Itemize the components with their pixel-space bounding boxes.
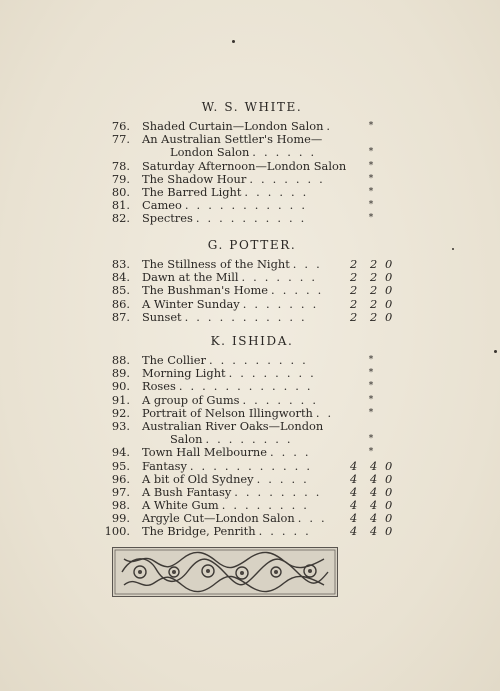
entry-number: 95. xyxy=(111,458,130,473)
asterisk-mark: * xyxy=(368,381,374,392)
entry-number: 90. xyxy=(111,379,130,394)
paper-speck xyxy=(232,40,235,43)
price-value: 0 xyxy=(385,296,393,311)
entry-title-text: Roses xyxy=(142,379,176,394)
entry-number: 81. xyxy=(111,198,130,213)
entry-title-text: The Stillness of the Night xyxy=(142,257,290,271)
entry-title-text: Portrait of Nelson Illingworth xyxy=(142,405,313,420)
dot-leader: . . . . . . . xyxy=(249,171,325,186)
dot-leader: . . . . . . xyxy=(244,184,309,199)
entry-number: 84. xyxy=(111,270,130,285)
dot-leader: . . . . . . . . . . . xyxy=(184,309,307,324)
catalogue-entry xyxy=(104,525,400,538)
price-value: 4 xyxy=(370,484,378,499)
entry-title-text: Shaded Curtain—London Salon xyxy=(142,119,324,133)
entry-number: 85. xyxy=(111,283,130,298)
entry-number: 98. xyxy=(111,498,130,513)
asterisk-mark: * xyxy=(368,434,374,445)
dot-leader: . . . xyxy=(297,511,327,526)
price-value: 4 xyxy=(350,458,358,473)
entry-title-text: London Salon xyxy=(170,145,250,160)
entry-title-text: The Bushman's Home xyxy=(142,283,269,298)
dot-leader: . . . . . . . xyxy=(242,296,319,311)
price-value: 4 xyxy=(370,524,378,539)
price-value: 2 xyxy=(350,309,358,324)
entry-number: 89. xyxy=(111,366,130,381)
price-value: 2 xyxy=(350,296,358,311)
entry-title-text: Fantasy xyxy=(142,458,187,473)
asterisk-mark: * xyxy=(368,355,374,365)
dot-leader: . . . . . . xyxy=(252,145,317,160)
entry-title xyxy=(142,311,307,324)
asterisk-mark: * xyxy=(368,368,374,379)
dot-leader: . . . . . . . xyxy=(242,392,319,407)
entry-number: 79. xyxy=(111,171,130,186)
price-value: 0 xyxy=(385,458,393,473)
price-value: 4 xyxy=(370,511,378,526)
entry-number: 80. xyxy=(111,184,130,199)
asterisk-mark: * xyxy=(368,394,374,405)
paper-speck xyxy=(494,350,497,353)
price-value: 0 xyxy=(385,471,393,486)
entry-title-text: The Barred Light xyxy=(142,184,242,199)
entry-title-text: Dawn at the Mill xyxy=(142,270,239,285)
section-heading: K. ISHIDA. xyxy=(210,334,294,348)
asterisk-mark: * xyxy=(368,447,374,458)
price-value: 0 xyxy=(385,484,393,499)
price-value: 2 xyxy=(370,257,378,271)
catalogue-entry xyxy=(104,212,400,225)
dot-leader: . . . . . xyxy=(256,471,309,486)
entry-title-text: A Winter Sunday xyxy=(142,296,240,311)
section-g-potter xyxy=(104,238,400,324)
dot-leader: . . . . . xyxy=(271,283,324,298)
price-value: 2 xyxy=(350,283,358,298)
entry-title-text: Salon xyxy=(170,432,203,447)
dot-leader: . . xyxy=(315,405,334,420)
entry-number: 77. xyxy=(111,132,130,147)
entry-title-text: A group of Gums xyxy=(142,392,240,407)
asterisk-mark: * xyxy=(368,147,374,158)
entry-title-text: Sunset xyxy=(142,309,182,324)
catalogue-entry xyxy=(104,311,400,324)
entry-number: 96. xyxy=(111,471,130,486)
price-value: 2 xyxy=(350,257,358,271)
entry-title-text: Cameo xyxy=(142,198,182,213)
dot-leader: . xyxy=(326,119,333,133)
entry-title-text: The Bridge, Penrith xyxy=(142,524,256,539)
dot-leader: . . . . . . . xyxy=(241,270,318,285)
price-value: 4 xyxy=(350,471,358,486)
entry-number: 78. xyxy=(111,158,130,173)
entry-number: 86. xyxy=(111,296,130,311)
price-value: 2 xyxy=(370,270,378,285)
entry-title-text: Argyle Cut—London Salon xyxy=(142,511,295,526)
dot-leader: . . . . xyxy=(269,445,311,460)
dot-leader: . . . . . . . . . . . . xyxy=(178,379,313,394)
entry-number: 88. xyxy=(111,353,130,367)
dot-leader: . . . . . . . . . . . xyxy=(184,198,308,213)
entry-title-text: Saturday Afternoon—London Salon xyxy=(142,158,347,173)
entry-number: 99. xyxy=(111,511,130,526)
asterisk-mark: * xyxy=(368,200,374,211)
price-value: 4 xyxy=(370,498,378,513)
price-value: 2 xyxy=(370,309,378,324)
entry-number: 87. xyxy=(111,309,130,324)
entry-number: 97. xyxy=(111,484,130,499)
dot-leader: . . . . . . . . xyxy=(228,366,316,381)
asterisk-mark: * xyxy=(368,407,374,418)
entry-title-text: A White Gum xyxy=(142,498,219,513)
entry-title-text: An Australian Settler's Home— xyxy=(142,132,323,147)
entry-title-text: Town Hall Melbourne xyxy=(142,445,267,460)
dot-leader: . . . . . . . . . . xyxy=(195,211,307,226)
section-heading: G. POTTER. xyxy=(207,238,297,252)
price-value: 2 xyxy=(370,296,378,311)
asterisk-mark: * xyxy=(368,186,374,197)
dot-leader: . . . xyxy=(292,257,322,271)
price-value: 0 xyxy=(385,257,393,271)
entry-title xyxy=(142,212,306,225)
entry-title-text: The Shadow Hour xyxy=(142,171,247,186)
price-value: 0 xyxy=(385,309,393,324)
entry-title-text: The Collier xyxy=(142,353,206,367)
dot-leader: . . . . . . . . . xyxy=(208,353,308,367)
entry-number: 91. xyxy=(111,392,130,407)
entry-number: 76. xyxy=(111,119,130,133)
price-value: 4 xyxy=(350,524,358,539)
entry-number: 82. xyxy=(111,211,130,226)
decorative-ornament-panel xyxy=(112,547,338,597)
price-value: 0 xyxy=(385,498,393,513)
price-value: 2 xyxy=(370,283,378,298)
asterisk-mark: * xyxy=(368,173,374,184)
price-value: 4 xyxy=(350,511,358,526)
asterisk-mark: * xyxy=(368,213,374,224)
price-value: 0 xyxy=(385,283,393,298)
entry-title-text: Australian River Oaks—London xyxy=(142,418,324,433)
entry-number: 94. xyxy=(111,445,130,460)
dot-leader: . . . . . xyxy=(258,524,311,539)
section-k-ishida xyxy=(104,334,400,539)
price-value: 2 xyxy=(350,270,358,285)
entry-number: 100. xyxy=(104,524,130,539)
entry-number: 92. xyxy=(111,405,130,420)
dot-leader: . . . . . . . . xyxy=(221,498,310,513)
price-value: 4 xyxy=(350,484,358,499)
entry-title-text: A bit of Old Sydney xyxy=(142,471,254,486)
dot-leader: . . . . . . . . xyxy=(234,484,322,499)
price-value: 0 xyxy=(385,524,393,539)
price-value: 4 xyxy=(370,471,378,486)
entry-title-text: A Bush Fantasy xyxy=(142,484,232,499)
entry-title-text: Morning Light xyxy=(142,366,226,381)
paper-speck xyxy=(452,248,454,250)
dot-leader: . . . . . . . . . . . xyxy=(189,458,313,473)
price-value: 4 xyxy=(370,458,378,473)
price-value: 0 xyxy=(385,511,393,526)
entry-number: 83. xyxy=(111,257,130,271)
asterisk-mark: * xyxy=(368,160,374,171)
asterisk-mark: * xyxy=(368,121,374,131)
entry-title-text: Spectres xyxy=(142,211,193,226)
entry-title xyxy=(142,525,311,538)
price-value: 0 xyxy=(385,270,393,285)
section-heading: W. S. WHITE. xyxy=(201,100,303,114)
price-value: 4 xyxy=(350,498,358,513)
section-ws-white xyxy=(104,100,400,226)
dot-leader: . . . . . . . . xyxy=(205,432,293,447)
entry-number: 93. xyxy=(111,418,130,433)
